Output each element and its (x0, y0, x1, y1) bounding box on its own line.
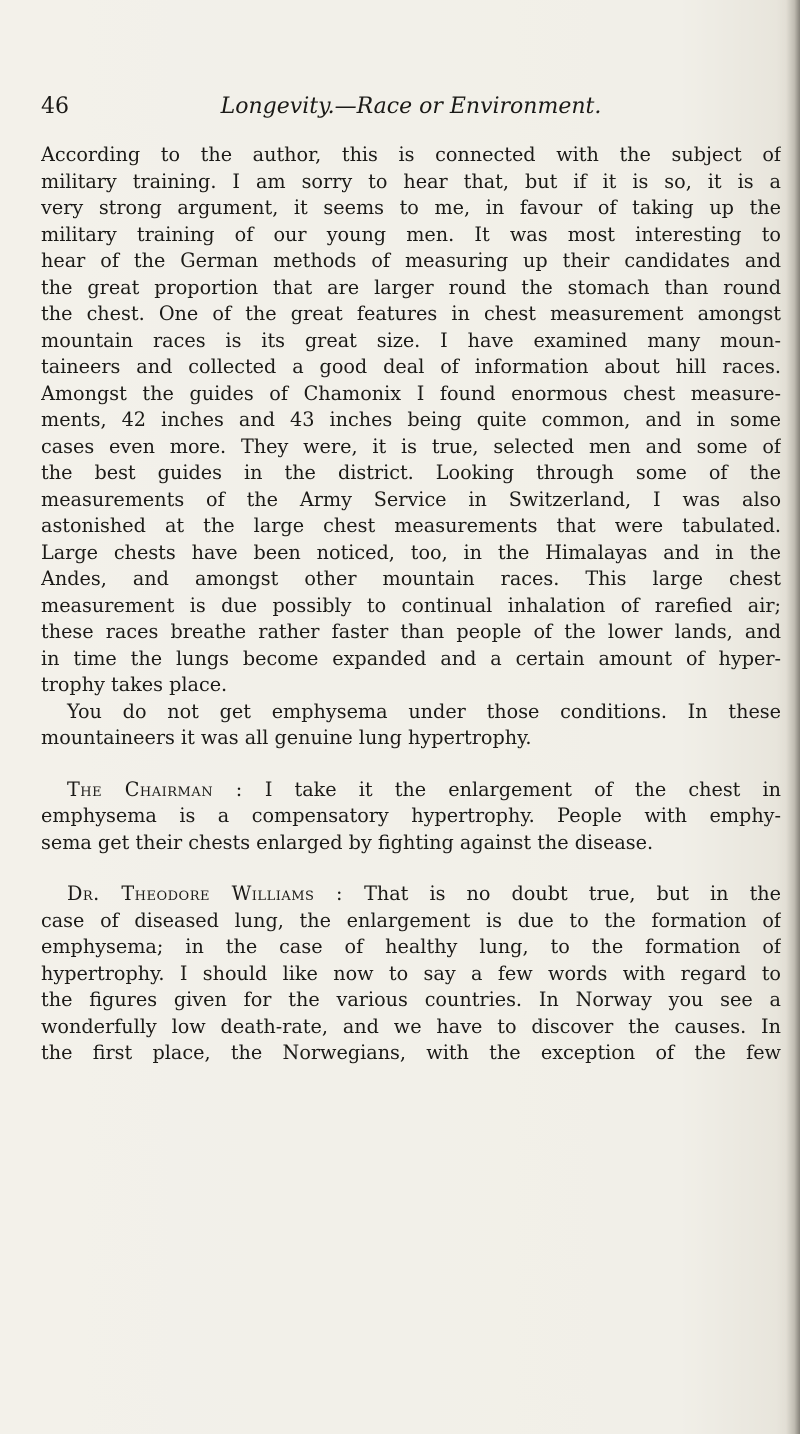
text-line: the figures given for the various countries. In Norway you see a (41, 988, 781, 1011)
running-title: Longevity.—Race or Environment. (220, 94, 602, 119)
page-header (41, 94, 781, 130)
paragraph-2 (41, 699, 781, 752)
text-line: these races breathe rather faster than people of the lower lands, and (41, 620, 781, 643)
text-line: mountain races is its great size. I have examined many moun- (41, 328, 781, 352)
text-line: mountaineers it was all genuine lung hypertrophy. (41, 726, 532, 749)
text-line: astonished at the large chest measurements that were tabulated. (41, 514, 781, 537)
text-line: very strong argument, it seems to me, in favour of taking up the (41, 196, 781, 219)
text-line: case of diseased lung, the enlargement is due to the formation of (41, 908, 781, 932)
text-line: measurements of the Army Service in Switzerland, I was also (41, 487, 781, 511)
text-line: wonderfully low death-rate, and we have to discover the causes. In (41, 1014, 781, 1038)
page-number: 46 (41, 94, 69, 119)
speaker-name: The Chairman : (67, 777, 243, 801)
body-text (41, 142, 781, 1067)
text-line: sema get their chests enlarged by fighting against the disease. (41, 830, 654, 854)
text-line: military training of our young men. It was most interesting to (41, 222, 781, 246)
text-line: military training. I am sorry to hear that, but if it is so, it is a (41, 169, 781, 193)
text-line: Amongst the guides of Chamonix I found enormous chest measure- (41, 381, 781, 405)
text-line: hypertrophy. I should like now to say a few words with regard to (41, 961, 781, 985)
text-line: taineers and collected a good deal of information about hill races. (41, 355, 781, 378)
speaker-name: Dr. Theodore Williams : (67, 882, 343, 905)
text-line: emphysema is a compensatory hypertrophy. People with emphy- (41, 804, 781, 827)
text-line (41, 881, 781, 908)
text-line: hear of the German methods of measuring up their candidates and (41, 249, 781, 272)
text-line: in time the lungs become expanded and a certain amount of hyper- (41, 646, 781, 670)
text-line: measurement is due possibly to continual inhalation of rarefied air; (41, 593, 781, 617)
paragraph-williams (41, 881, 781, 1067)
text-line (41, 777, 781, 804)
text-line: the great proportion that are larger round the stomach than round (41, 275, 781, 299)
text-line: Andes, and amongst other mountain races. This large chest (41, 567, 781, 590)
paragraph-1 (41, 142, 781, 699)
text-line: emphysema; in the case of healthy lung, to the formation of (41, 935, 781, 958)
text-line: the first place, the Norwegians, with the exception of the few (41, 1041, 781, 1064)
text-line: ments, 42 inches and 43 inches being quite common, and in some (41, 408, 781, 431)
text-line: cases even more. They were, it is true, selected men and some of (41, 434, 781, 458)
text-fragment: That is no doubt true, but in the (364, 882, 781, 905)
page-edge-shadow (786, 0, 800, 1434)
text-line: the best guides in the district. Looking through some of the (41, 461, 781, 484)
paragraph-chairman (41, 777, 781, 857)
text-line: trophy takes place. (41, 673, 228, 696)
text-line: You do not get emphysema under those conditions. In these (67, 699, 781, 723)
text-fragment: I take it the enlargement of the chest in (264, 777, 781, 801)
text-line: the chest. One of the great features in chest measurement amongst (41, 302, 781, 325)
text-line: Large chests have been noticed, too, in the Himalayas and in the (41, 540, 781, 564)
text-line: According to the author, this is connected with the subject of (41, 143, 781, 166)
